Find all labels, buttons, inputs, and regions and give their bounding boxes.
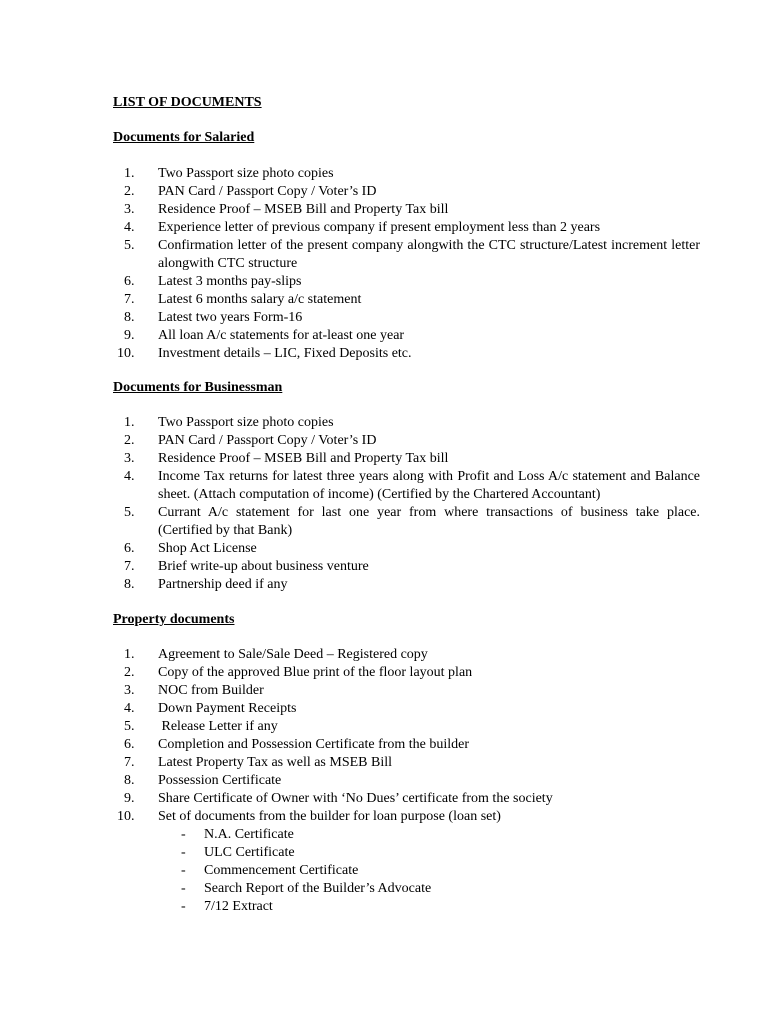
sub-list-item [0, 898, 768, 916]
list-item [0, 576, 768, 594]
item-number: 6. [124, 274, 135, 289]
list-item [0, 219, 768, 237]
property-documents-list [0, 646, 768, 916]
item-text: Confirmation letter of the present company alongwith the CTC structure/Latest increment letter alongwith CTC structure [158, 238, 700, 271]
item-text: Experience letter of previous company if present employment less than 2 years [158, 220, 601, 235]
document-title: LIST OF DOCUMENTS [113, 95, 262, 110]
sub-list-item [0, 862, 768, 880]
item-number: 3. [124, 451, 135, 466]
item-number: 3. [124, 683, 135, 698]
loan-set-sub-list [0, 826, 768, 916]
item-text: Share Certificate of Owner with ‘No Dues’ certificate from the society [158, 791, 553, 806]
dash-bullet: - [181, 827, 186, 842]
item-text: NOC from Builder [158, 683, 264, 698]
item-text: Two Passport size photo copies [158, 415, 334, 430]
item-text: Agreement to Sale/Sale Deed – Registered copy [158, 647, 428, 662]
item-text: Latest 6 months salary a/c statement [158, 292, 362, 307]
section-heading-property: Property documents [113, 612, 235, 627]
list-item [0, 237, 768, 273]
item-text: Latest two years Form-16 [158, 310, 303, 325]
list-item [0, 718, 768, 736]
sub-list-item [0, 826, 768, 844]
list-item [0, 700, 768, 718]
item-text: Copy of the approved Blue print of the floor layout plan [158, 665, 473, 680]
item-number: 4. [124, 701, 135, 716]
item-text: Residence Proof – MSEB Bill and Property Tax bill [158, 202, 449, 217]
item-number: 2. [124, 665, 135, 680]
list-item [0, 165, 768, 183]
list-item [0, 790, 768, 808]
item-number: 8. [124, 773, 135, 788]
list-item [0, 772, 768, 790]
item-number: 10. [117, 346, 135, 361]
list-item [0, 468, 768, 504]
item-number: 4. [124, 469, 135, 484]
item-text: Release Letter if any [158, 719, 278, 734]
item-text: Residence Proof – MSEB Bill and Property Tax bill [158, 451, 449, 466]
list-item [0, 201, 768, 219]
list-item [0, 432, 768, 450]
item-number: 1. [124, 647, 135, 662]
item-number: 5. [124, 505, 135, 520]
list-item [0, 309, 768, 327]
list-item [0, 664, 768, 682]
item-number: 9. [124, 328, 135, 343]
item-text: Possession Certificate [158, 773, 282, 788]
item-text: Investment details – LIC, Fixed Deposits etc. [158, 346, 412, 361]
list-item [0, 808, 768, 916]
item-number: 1. [124, 415, 135, 430]
item-text: Two Passport size photo copies [158, 166, 334, 181]
item-text: Shop Act License [158, 541, 257, 556]
item-number: 5. [124, 719, 135, 734]
item-number: 1. [124, 166, 135, 181]
sub-item-text: ULC Certificate [204, 845, 295, 860]
list-item [0, 345, 768, 363]
list-item [0, 291, 768, 309]
item-number: 7. [124, 559, 135, 574]
dash-bullet: - [181, 881, 186, 896]
list-item [0, 327, 768, 345]
item-text: Brief write-up about business venture [158, 559, 369, 574]
list-item [0, 540, 768, 558]
list-item [0, 183, 768, 201]
item-text: Set of documents from the builder for loan purpose (loan set) [158, 809, 501, 824]
item-number: 2. [124, 433, 135, 448]
section-heading-salaried: Documents for Salaried [113, 130, 255, 145]
item-text: Partnership deed if any [158, 577, 288, 592]
dash-bullet: - [181, 899, 186, 914]
list-item [0, 646, 768, 664]
item-number: 7. [124, 292, 135, 307]
salaried-documents-list [0, 165, 768, 363]
sub-item-text: N.A. Certificate [204, 827, 294, 842]
sub-item-text: 7/12 Extract [204, 899, 273, 914]
item-text: Down Payment Receipts [158, 701, 297, 716]
list-item [0, 558, 768, 576]
list-item [0, 736, 768, 754]
item-number: 5. [124, 238, 135, 253]
list-item [0, 682, 768, 700]
item-number: 6. [124, 541, 135, 556]
list-item [0, 273, 768, 291]
section-heading-businessman: Documents for Businessman [113, 380, 283, 395]
item-number: 8. [124, 577, 135, 592]
item-number: 7. [124, 755, 135, 770]
businessman-documents-list [0, 414, 768, 594]
item-text: Latest Property Tax as well as MSEB Bill [158, 755, 393, 770]
sub-item-text: Commencement Certificate [204, 863, 359, 878]
item-number: 8. [124, 310, 135, 325]
list-item [0, 414, 768, 432]
sub-item-text: Search Report of the Builder’s Advocate [204, 881, 432, 896]
list-item [0, 754, 768, 772]
item-text: Completion and Possession Certificate from the builder [158, 737, 470, 752]
item-text: Currant A/c statement for last one year from where transactions of business take place. (Certified by that Bank) [158, 505, 700, 538]
list-item [0, 450, 768, 468]
item-number: 2. [124, 184, 135, 199]
item-text: Income Tax returns for latest three years along with Profit and Loss A/c statement and Balance sheet. (Attach computation of income) (Certified by the Chartered Accountant) [158, 469, 700, 502]
sub-list-item [0, 844, 768, 862]
list-item [0, 504, 768, 540]
item-number: 10. [117, 809, 135, 824]
dash-bullet: - [181, 845, 186, 860]
item-text: PAN Card / Passport Copy / Voter’s ID [158, 433, 377, 448]
item-text: All loan A/c statements for at-least one year [158, 328, 405, 343]
dash-bullet: - [181, 863, 186, 878]
item-text: PAN Card / Passport Copy / Voter’s ID [158, 184, 377, 199]
item-number: 4. [124, 220, 135, 235]
item-number: 9. [124, 791, 135, 806]
sub-list-item [0, 880, 768, 898]
item-number: 6. [124, 737, 135, 752]
item-text: Latest 3 months pay-slips [158, 274, 302, 289]
item-number: 3. [124, 202, 135, 217]
